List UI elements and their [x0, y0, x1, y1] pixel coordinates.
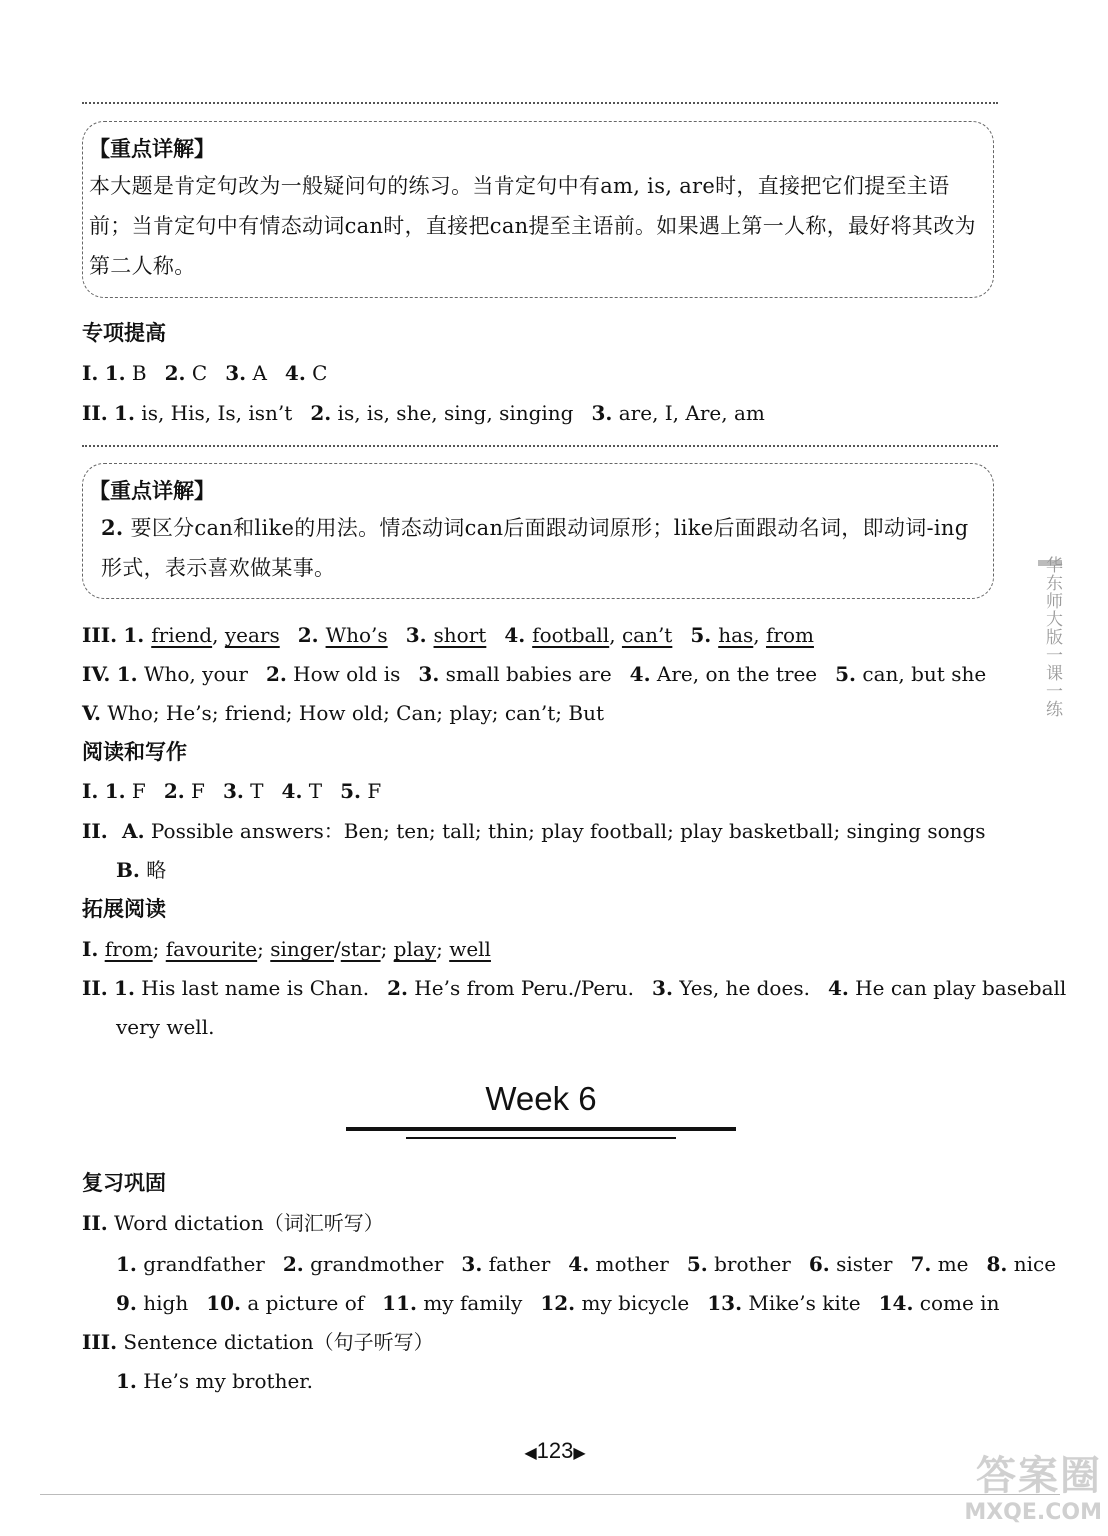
dotted-divider	[82, 102, 998, 104]
item-answer: T	[243, 779, 264, 803]
answer-text: Who; He’s; friend; How old; Can; play; can’t; But	[107, 701, 605, 725]
item-label: II.	[82, 819, 108, 843]
item-answer: B	[125, 361, 147, 385]
word-dictation-row-2	[116, 1288, 999, 1318]
item-answer: a picture of	[241, 1291, 365, 1315]
item-answer: F	[361, 779, 382, 803]
watermark-logo	[912, 1452, 1102, 1532]
item-answer: His last name is Chan.	[134, 976, 370, 1000]
item-answer: is, His, Is, isn’t	[134, 401, 293, 425]
item-answer: He’s from Peru./Peru.	[407, 976, 635, 1000]
box-text	[89, 508, 979, 588]
underlined-answer: play	[393, 937, 437, 961]
separator: ;	[257, 937, 271, 961]
separator: ,	[753, 623, 766, 647]
answer-items	[123, 623, 814, 647]
item-answer: C	[305, 361, 328, 385]
item-answer: F	[184, 779, 205, 803]
item-answer: mother	[589, 1252, 669, 1276]
word-dictation-heading	[82, 1208, 384, 1238]
answer-text: 略	[146, 858, 167, 882]
section-title-extended-reading: 拓展阅读	[82, 896, 166, 921]
item-number: 2.	[297, 623, 326, 647]
answer-line-s2-I	[82, 776, 381, 806]
page-number	[500, 1438, 610, 1464]
title-rule-thick	[346, 1127, 736, 1131]
separator: ;	[436, 937, 450, 961]
answer-line-s3-II	[82, 973, 1066, 1003]
answer-items	[114, 401, 765, 425]
item-number: 4.	[284, 361, 306, 385]
watermark-cn: 答案圈	[976, 1453, 1102, 1499]
answer-text: Possible answers：Ben; ten; tall; thin; play football; play basketball; singing songs	[150, 819, 986, 843]
separator: ,	[609, 623, 622, 647]
answer-line-s1-I	[82, 358, 327, 388]
side-book-title: 华东师大版一课一练	[1042, 556, 1062, 718]
answer-items	[105, 361, 328, 385]
item-number: 4.	[827, 976, 849, 1000]
item-number: 14.	[878, 1291, 914, 1315]
item-label: II.	[82, 401, 108, 425]
sentence-dictation-item	[116, 1366, 313, 1396]
item-number: 7.	[910, 1252, 932, 1276]
week-title: Week 6	[485, 1080, 597, 1117]
underlined-answer: years	[224, 623, 280, 647]
item-number: 1.	[104, 361, 126, 385]
item-answer: grandmother	[303, 1252, 444, 1276]
item-label: I.	[82, 937, 99, 961]
item-answer: small babies are	[439, 662, 612, 686]
sentence-dictation-heading	[82, 1327, 434, 1357]
item-number: 4.	[504, 623, 533, 647]
item-number: 5.	[835, 662, 857, 686]
box-item-text: 要区分can和like的用法。情态动词can后面跟动词原形；like后面跟动名词，即动词-ing形式，表示喜欢做某事。	[101, 516, 969, 580]
item-number: 5.	[690, 623, 719, 647]
section-title-reading-writing: 阅读和写作	[82, 739, 187, 764]
answer-items	[116, 1291, 999, 1315]
answer-line-s3-I	[82, 934, 491, 964]
item-answer: my family	[416, 1291, 523, 1315]
item-answer: come in	[913, 1291, 1000, 1315]
item-number: 1.	[123, 623, 152, 647]
item-number: 6.	[808, 1252, 830, 1276]
item-answer: Mike’s kite	[742, 1291, 861, 1315]
item-answer: me	[931, 1252, 969, 1276]
item-number: 2.	[265, 662, 287, 686]
separator: ,	[212, 623, 225, 647]
item-number: 9.	[116, 1291, 137, 1315]
separator: ;	[380, 937, 394, 961]
answer-items	[117, 662, 986, 686]
item-answer: is, is, she, sing, singing	[331, 401, 574, 425]
item-number: 3.	[225, 361, 247, 385]
item-label: I.	[82, 779, 99, 803]
item-number: 1.	[114, 401, 135, 425]
section-title-special-improvement: 专项提高	[82, 320, 166, 345]
sub-label: A.	[122, 819, 145, 843]
answer-items	[105, 779, 382, 803]
underlined-answer: short	[433, 623, 487, 647]
subsection-title: Word dictation（词汇听写）	[114, 1211, 384, 1235]
answer-line-s1-II	[82, 398, 765, 428]
item-answer: Are, on the tree	[650, 662, 818, 686]
item-number: 2.	[163, 779, 185, 803]
separator: /	[334, 937, 341, 961]
item-answer: grandfather	[136, 1252, 265, 1276]
left-triangle-icon: ◀	[524, 1445, 537, 1462]
item-answer: F	[125, 779, 146, 803]
item-answer: are, I, Are, am	[612, 401, 765, 425]
item-number: 13.	[707, 1291, 743, 1315]
item-answer: T	[302, 779, 323, 803]
key-explanation-box-2	[82, 463, 994, 599]
underlined-answer: singer	[270, 937, 335, 961]
item-answer: father	[482, 1252, 551, 1276]
item-answer: can, but she	[856, 662, 987, 686]
item-number: 3.	[405, 623, 434, 647]
item-text: He’s my brother.	[143, 1369, 314, 1393]
item-number: 1.	[116, 662, 138, 686]
item-number: 4.	[629, 662, 651, 686]
item-number: 1.	[116, 1252, 137, 1276]
item-number: 2.	[387, 976, 408, 1000]
item-answer: my bicycle	[575, 1291, 690, 1315]
item-number: 5.	[686, 1252, 708, 1276]
item-answer: sister	[829, 1252, 893, 1276]
item-answer: How old is	[286, 662, 401, 686]
item-number: 12.	[540, 1291, 576, 1315]
section-title-review: 复习巩固	[82, 1170, 166, 1195]
item-label: I.	[82, 361, 99, 385]
word-dictation-row-1	[116, 1249, 1056, 1279]
item-answer: Yes, he does.	[672, 976, 810, 1000]
underlined-answer: Who’s	[325, 623, 388, 647]
item-number: 4.	[281, 779, 303, 803]
answer-line-s2-II-A	[82, 816, 986, 846]
answer-parts	[105, 937, 491, 961]
item-number: 5.	[340, 779, 362, 803]
dotted-divider	[82, 445, 998, 447]
answer-line-s1-IV	[82, 659, 986, 689]
answer-line-s1-III	[82, 620, 814, 650]
underlined-answer: well	[449, 937, 491, 961]
item-label: IV.	[82, 662, 111, 686]
item-label: II.	[82, 1211, 108, 1235]
underlined-answer: friend	[151, 623, 213, 647]
answer-continuation: very well.	[116, 1015, 215, 1039]
box-title: 【重点详解】	[89, 478, 215, 503]
item-answer: Who, your	[137, 662, 248, 686]
sub-label: B.	[116, 858, 140, 882]
box-text: 本大题是肯定句改为一般疑问句的练习。当肯定句中有am, is, are时，直接把它们提至主语前；当肯定句中有情态动词can时，直接把can提至主语前。如果遇上第一人称，最好将其改为第二人称。	[89, 174, 976, 278]
page-number-value: 123	[536, 1438, 574, 1463]
watermark-en: MXQE.COM	[964, 1500, 1102, 1525]
item-answer: He can play baseball	[848, 976, 1067, 1000]
item-number: 4.	[568, 1252, 590, 1276]
underlined-answer: football	[532, 623, 610, 647]
item-number: 1.	[116, 1369, 137, 1393]
subsection-title: Sentence dictation（句子听写）	[123, 1330, 434, 1354]
item-answer: high	[136, 1291, 189, 1315]
answer-items	[114, 976, 1066, 1000]
item-number: 3.	[652, 976, 673, 1000]
underlined-answer: from	[104, 937, 153, 961]
key-explanation-box-1	[82, 121, 994, 298]
item-number: 3.	[591, 401, 613, 425]
item-number: 11.	[382, 1291, 417, 1315]
item-label: II.	[82, 976, 108, 1000]
item-label: III.	[82, 623, 118, 647]
underlined-answer: can’t	[621, 623, 673, 647]
item-answer: C	[185, 361, 208, 385]
item-answer: brother	[707, 1252, 791, 1276]
underlined-answer: star	[340, 937, 381, 961]
separator: ;	[152, 937, 166, 961]
answer-line-s1-V	[82, 698, 604, 728]
item-number: 2.	[164, 361, 186, 385]
item-number: 3.	[222, 779, 244, 803]
title-rule-thin	[406, 1137, 676, 1139]
underlined-answer: favourite	[165, 937, 258, 961]
item-answer: nice	[1007, 1252, 1057, 1276]
answer-line-s2-II-B	[116, 855, 166, 885]
answer-items	[116, 1252, 1056, 1276]
item-number: 1.	[114, 976, 135, 1000]
item-number: 2.	[282, 1252, 304, 1276]
item-number: 3.	[418, 662, 440, 686]
item-number: 1.	[104, 779, 126, 803]
underlined-answer: has	[718, 623, 754, 647]
item-label: III.	[82, 1330, 118, 1354]
box-title: 【重点详解】	[89, 136, 215, 161]
item-number: 10.	[206, 1291, 242, 1315]
box-item-number: 2.	[101, 515, 124, 540]
item-answer: A	[246, 361, 267, 385]
right-triangle-icon: ▶	[573, 1445, 586, 1462]
item-number: 2.	[310, 401, 332, 425]
item-number: 3.	[461, 1252, 483, 1276]
underlined-answer: from	[765, 623, 814, 647]
item-label: V.	[82, 701, 101, 725]
item-number: 8.	[986, 1252, 1008, 1276]
bottom-rule	[40, 1494, 1060, 1495]
